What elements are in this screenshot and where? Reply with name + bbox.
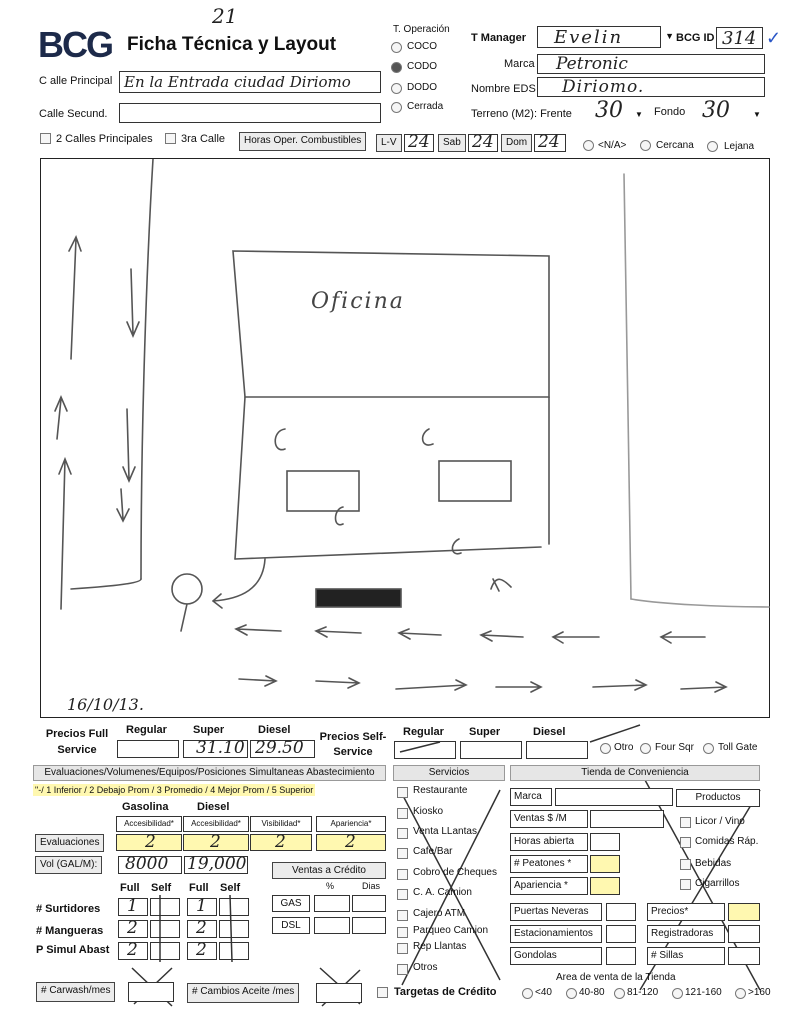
dom-button[interactable]: Dom bbox=[501, 134, 532, 152]
area-option-label: <40 bbox=[535, 987, 552, 998]
nombre-eds-value: Diriomo. bbox=[562, 77, 645, 97]
full-diesel-value: 29.50 bbox=[255, 738, 304, 758]
producto-label: Comidas Ráp. bbox=[695, 836, 759, 847]
area-label: Area de venta de la Tienda bbox=[556, 972, 676, 983]
puertas-label: Puertas Neveras bbox=[510, 903, 602, 921]
fondo-label: Fondo bbox=[654, 106, 686, 118]
office-label: Oficina bbox=[311, 289, 405, 314]
ventas-field[interactable] bbox=[590, 810, 664, 828]
tienda-marca-field[interactable] bbox=[555, 788, 673, 806]
servicio-checkbox[interactable] bbox=[397, 943, 408, 954]
scale-text: "-/ 1 Inferior / 2 Debajo Prom / 3 Promedio / 4 Mejor Prom / 5 Superior bbox=[35, 785, 314, 795]
surt-gas-full-value: 1 bbox=[127, 896, 138, 916]
tarjetas-checkbox[interactable] bbox=[377, 987, 388, 998]
servicio-label: Parqueo Camion bbox=[413, 925, 489, 936]
frente-chevron-icon[interactable]: ▼ bbox=[635, 110, 643, 119]
servicio-checkbox[interactable] bbox=[397, 848, 408, 859]
servicio-checkbox[interactable] bbox=[397, 869, 408, 880]
self-service-label: Precios Self-Service bbox=[319, 731, 387, 758]
chevron-down-icon: ▼ bbox=[665, 31, 674, 41]
distance-na-label: <N/A> bbox=[598, 140, 627, 151]
horas-abierta-label: Horas abierta bbox=[510, 833, 588, 851]
servicio-label: C. A. Camion bbox=[413, 887, 472, 898]
servicio-label: Cobro de Cheques bbox=[413, 867, 497, 878]
full-service-label: Precios Full Service bbox=[45, 728, 109, 756]
horas-abierta-field[interactable] bbox=[590, 833, 620, 851]
area-radio[interactable] bbox=[735, 988, 746, 999]
area-option-label: 40-80 bbox=[579, 987, 605, 998]
logo: BCG bbox=[38, 24, 112, 65]
servicio-checkbox[interactable] bbox=[397, 889, 408, 900]
full-super-header: Super bbox=[193, 724, 225, 736]
marca-value: Petronic bbox=[556, 54, 628, 74]
lv-button[interactable]: L-V bbox=[376, 134, 402, 152]
sillas-label: # Sillas bbox=[647, 947, 725, 965]
area-option-label: >160 bbox=[748, 987, 771, 998]
checkmark-icon: ✓ bbox=[766, 28, 782, 48]
self-header-gas: Self bbox=[151, 882, 172, 894]
col-header-4: Apariencia* bbox=[316, 816, 386, 832]
annotation-top: 21 bbox=[212, 4, 238, 28]
servicio-label: Kiosko bbox=[413, 806, 444, 817]
t-manager-value: Evelin bbox=[554, 27, 624, 48]
pct-header: % bbox=[326, 881, 335, 891]
servicio-label: Otros bbox=[413, 962, 438, 973]
full-super-value: 31.10 bbox=[196, 738, 245, 758]
t-manager-label: T Manager bbox=[471, 32, 527, 44]
evaluaciones-bar: Evaluaciones/Volumenes/Equipos/Posiciones Simultaneas Abastecimiento bbox=[33, 765, 386, 781]
servicio-label: Venta LLantas bbox=[413, 826, 477, 837]
tercera-calle-label: 3ra Calle bbox=[181, 133, 226, 145]
servicios-bar: Servicios bbox=[393, 765, 505, 781]
servicio-checkbox[interactable] bbox=[397, 787, 408, 798]
producto-checkbox[interactable] bbox=[680, 817, 691, 828]
apariencia-field[interactable] bbox=[590, 877, 620, 895]
servicio-label: Cajero ATM bbox=[413, 908, 466, 919]
sab-value: 24 bbox=[472, 132, 494, 152]
distance-cercana-label: Cercana bbox=[656, 140, 694, 151]
toll-gate-label: Toll Gate bbox=[718, 742, 758, 753]
eval-value-4: 2 bbox=[345, 832, 356, 852]
diesel-header: Diesel bbox=[197, 801, 230, 813]
cambios-label: # Cambios Aceite /mes bbox=[187, 983, 299, 1003]
vol-diesel-value: 19,000 bbox=[187, 854, 247, 874]
mang-dsl-full-value: 2 bbox=[196, 918, 207, 938]
self-regular-header: Regular bbox=[403, 726, 444, 738]
servicio-checkbox[interactable] bbox=[397, 927, 408, 938]
distance-lejana-label: Lejana bbox=[724, 141, 755, 152]
servicio-checkbox[interactable] bbox=[397, 964, 408, 975]
t-operacion-label: T. Operación bbox=[393, 24, 450, 35]
producto-label: Licor / Vino bbox=[695, 816, 745, 827]
ventas-credito-label: Ventas a Crédito bbox=[272, 862, 386, 879]
ventas-label: Ventas $ /M bbox=[510, 810, 588, 828]
cambios-field[interactable] bbox=[316, 983, 362, 1003]
bcg-id-value: 314 bbox=[722, 28, 757, 49]
coco-label: COCO bbox=[407, 41, 437, 52]
producto-label: Bebidas bbox=[695, 858, 732, 869]
eval-value-3: 2 bbox=[275, 832, 286, 852]
surt-dsl-full-value: 1 bbox=[196, 896, 207, 916]
full-diesel-header: Diesel bbox=[258, 724, 291, 736]
precios-field[interactable] bbox=[728, 903, 760, 921]
eval-value-2: 2 bbox=[210, 832, 221, 852]
calle-secund-label: Calle Secund. bbox=[39, 108, 108, 120]
fondo-value[interactable]: 30 bbox=[702, 98, 730, 123]
estacionamientos-field[interactable] bbox=[606, 925, 636, 943]
peatones-label: # Peatones * bbox=[510, 855, 588, 873]
servicio-label: Rep Llantas bbox=[413, 941, 467, 952]
dias-header: Dias bbox=[362, 881, 381, 891]
frente-value[interactable]: 30 bbox=[595, 98, 623, 123]
four-sqr-label: Four Sqr bbox=[655, 742, 694, 753]
lv-value: 24 bbox=[408, 132, 430, 152]
col-header-2: Accesibilidad* bbox=[183, 816, 249, 832]
dos-calles-label: 2 Calles Principales bbox=[56, 133, 153, 145]
calle-principal-value: En la Entrada ciudad Diriomo bbox=[124, 73, 351, 91]
servicio-label: Cafe/Bar bbox=[413, 846, 453, 857]
eval-value-1: 2 bbox=[145, 832, 156, 852]
marca-label: Marca bbox=[504, 58, 535, 70]
vol-gas-value: 8000 bbox=[125, 854, 169, 874]
mangueras-label: # Mangueras bbox=[36, 925, 104, 937]
peatones-field[interactable] bbox=[590, 855, 620, 873]
area-radio[interactable] bbox=[672, 988, 683, 999]
vol-label: Vol (GAL/M): bbox=[35, 856, 102, 874]
apariencia-label: Apariencia * bbox=[510, 877, 588, 895]
surtidores-label: # Surtidores bbox=[36, 903, 101, 915]
area-radio[interactable] bbox=[566, 988, 577, 999]
col-header-1: Accesibilidad* bbox=[116, 816, 182, 832]
sillas-field[interactable] bbox=[728, 947, 760, 965]
puertas-field[interactable] bbox=[606, 903, 636, 921]
area-option-label: 121-160 bbox=[685, 987, 722, 998]
tienda-marca-label: Marca bbox=[510, 788, 552, 806]
full-header-gas: Full bbox=[120, 882, 140, 894]
carwash-field[interactable] bbox=[128, 982, 174, 1002]
gas-credit-label: GAS bbox=[272, 895, 310, 912]
registradoras-field[interactable] bbox=[728, 925, 760, 943]
dsl-credit-label: DSL bbox=[272, 917, 310, 934]
gasolina-header: Gasolina bbox=[122, 801, 169, 813]
productos-label: Productos bbox=[676, 789, 760, 807]
page-title: Ficha Técnica y Layout bbox=[127, 34, 337, 55]
dom-value: 24 bbox=[538, 132, 560, 152]
area-option-label: 81-120 bbox=[627, 987, 659, 998]
mang-gas-full-value: 2 bbox=[127, 918, 138, 938]
estacionamientos-label: Estacionamientos bbox=[510, 925, 602, 943]
tienda-bar: Tienda de Conveniencia bbox=[510, 765, 760, 781]
precios-label: Precios* bbox=[647, 903, 725, 921]
horas-oper-button[interactable]: Horas Oper. Combustibles bbox=[239, 132, 366, 151]
self-diesel-header: Diesel bbox=[533, 726, 566, 738]
sab-button[interactable]: Sab bbox=[438, 134, 466, 152]
gondolas-label: Gondolas bbox=[510, 947, 602, 965]
producto-checkbox[interactable] bbox=[680, 837, 691, 848]
registradoras-label: Registradoras bbox=[647, 925, 725, 943]
calle-principal-label: C alle Principal bbox=[39, 75, 113, 87]
evaluaciones-label: Evaluaciones bbox=[35, 834, 104, 852]
area-radio[interactable] bbox=[614, 988, 625, 999]
sketch-date: 16/10/13. bbox=[67, 695, 144, 714]
bcg-id-label: BCG ID bbox=[676, 32, 715, 44]
servicio-label: Restaurante bbox=[413, 785, 468, 796]
full-header-dsl: Full bbox=[189, 882, 209, 894]
carwash-label: # Carwash/mes bbox=[36, 982, 115, 1002]
col-header-3: Visibilidad* bbox=[250, 816, 312, 832]
otro-label: Otro bbox=[614, 742, 634, 753]
gondolas-field[interactable] bbox=[606, 947, 636, 965]
self-super-header: Super bbox=[469, 726, 501, 738]
cerrada-label: Cerrada bbox=[407, 101, 444, 112]
fondo-chevron-icon[interactable]: ▼ bbox=[753, 110, 761, 119]
producto-checkbox[interactable] bbox=[680, 859, 691, 870]
producto-label: Cigarrillos bbox=[695, 878, 740, 889]
tarjetas-label: Targetas de Crédito bbox=[394, 986, 497, 998]
servicio-checkbox[interactable] bbox=[397, 808, 408, 819]
servicio-checkbox[interactable] bbox=[397, 910, 408, 921]
servicio-checkbox[interactable] bbox=[397, 828, 408, 839]
nombre-eds-label: Nombre EDS bbox=[471, 83, 536, 95]
simul-label: P Simul Abast bbox=[36, 944, 110, 956]
dodo-label: DODO bbox=[407, 82, 437, 93]
self-header-dsl: Self bbox=[220, 882, 241, 894]
codo-label: CODO bbox=[407, 61, 437, 72]
producto-checkbox[interactable] bbox=[680, 879, 691, 890]
simul-dsl-full-value: 2 bbox=[196, 940, 207, 960]
full-regular-header: Regular bbox=[126, 724, 167, 736]
simul-gas-full-value: 2 bbox=[127, 940, 138, 960]
area-radio[interactable] bbox=[522, 988, 533, 999]
terreno-label: Terreno (M2): Frente bbox=[471, 108, 572, 120]
